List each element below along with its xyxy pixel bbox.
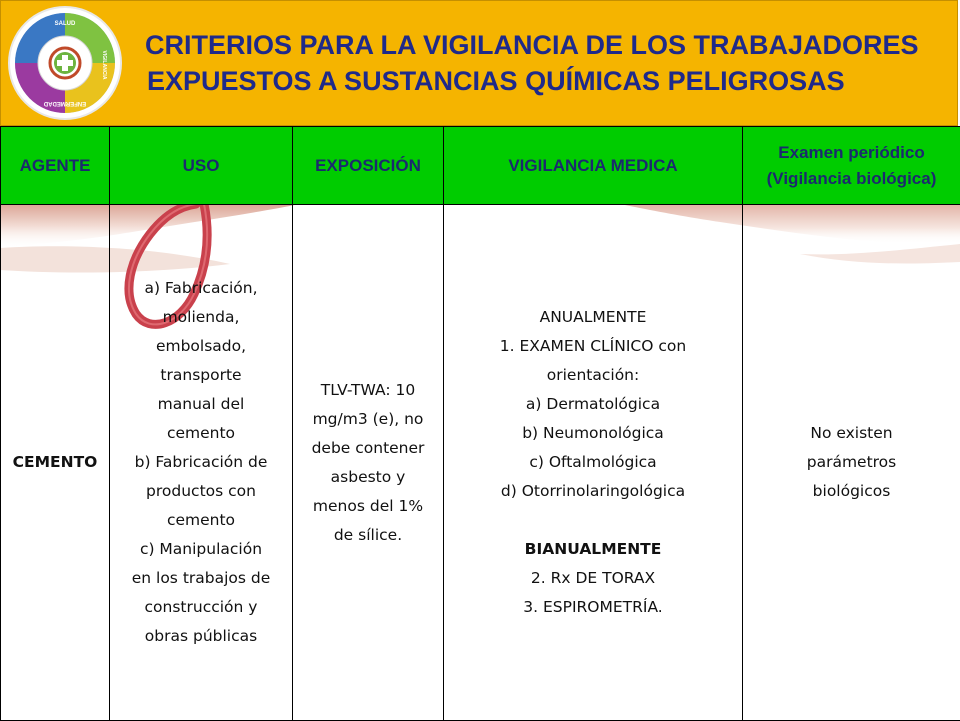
uso-line: a) Fabricación, [114,274,288,303]
title-line-1: CRITERIOS PARA LA VIGILANCIA DE LOS TRABAJADORES [131,27,951,63]
examen-line: parámetros [747,448,956,477]
uso-line: en los trabajos de [114,564,288,593]
uso-line: embolsado, [114,332,288,361]
criteria-table-area [0,126,960,720]
table-row [1,205,960,721]
exposicion-line: TLV-TWA: 10 [297,376,439,405]
logo-label-salud: SALUD [55,21,76,27]
annual-item: b) Neumonológica [448,419,738,448]
uso-line: transporte [114,361,288,390]
column-header-examen-periodico [743,127,960,205]
annual-item: d) Otorrinolaringológica [448,477,738,506]
uso-cell [110,205,293,721]
exposicion-line: de sílice. [297,521,439,550]
criteria-table [0,126,960,721]
title-line-2: EXPUESTOS A SUSTANCIAS QUÍMICAS PELIGROSAS [131,63,951,99]
column-header-agente: AGENTE [1,127,110,205]
annual-item: orientación: [448,361,738,390]
biannual-item: 3. ESPIROMETRÍA. [448,593,738,622]
annual-item: a) Dermatológica [448,390,738,419]
page-title [131,27,951,99]
uso-line: construcción y [114,593,288,622]
slide-header [0,0,958,126]
biannual-heading: BIANUALMENTE [448,535,738,564]
uso-line: manual del [114,390,288,419]
logo-label-vigilancia: VIGILANCIA [101,51,107,80]
exposicion-line: asbesto y [297,463,439,492]
uso-line: obras públicas [114,622,288,651]
spacer [448,506,738,535]
biannual-item: 2. Rx DE TORAX [448,564,738,593]
annual-item: c) Oftalmológica [448,448,738,477]
uso-line: cemento [114,419,288,448]
examen-header-line-1: Examen periódico [747,140,956,166]
agent-cell: CEMENTO [1,205,110,721]
examen-line: biológicos [747,477,956,506]
vigilancia-medica-cell [444,205,743,721]
annual-heading: ANUALMENTE [448,303,738,332]
exposicion-line: mg/m3 (e), no [297,405,439,434]
uso-line: cemento [114,506,288,535]
table-header-row [1,127,960,205]
health-cycle-logo-icon [6,5,124,121]
examen-line: No existen [747,419,956,448]
exposicion-cell [293,205,444,721]
exposicion-line: menos del 1% [297,492,439,521]
uso-line: molienda, [114,303,288,332]
uso-line: b) Fabricación de [114,448,288,477]
exposicion-line: debe contener [297,434,439,463]
examen-header-line-2: (Vigilancia biológica) [747,166,956,192]
column-header-vigilancia-medica: VIGILANCIA MEDICA [444,127,743,205]
annual-item: 1. EXAMEN CLÍNICO con [448,332,738,361]
examen-periodico-cell [743,205,960,721]
logo-label-enfermedad: ENFERMEDAD [43,100,86,106]
uso-line: c) Manipulación [114,535,288,564]
column-header-uso: USO [110,127,293,205]
uso-line: productos con [114,477,288,506]
column-header-exposicion: EXPOSICIÓN [293,127,444,205]
